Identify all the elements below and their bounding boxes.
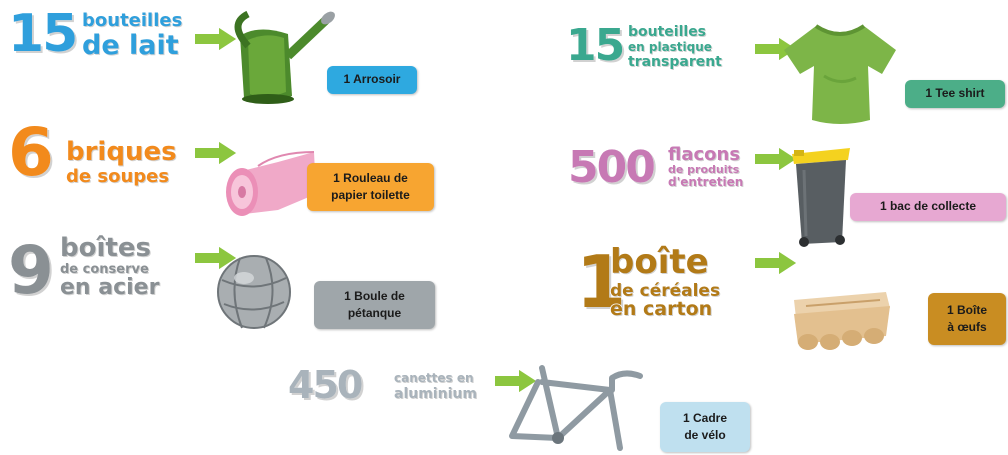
- item-5-result-tag: 1 Tee shirt: [905, 80, 1005, 108]
- petanque-ball-icon: [216, 254, 296, 334]
- item-3-result-tag: 1 Boule de pétanque: [314, 281, 435, 329]
- tee-shirt-icon: [780, 16, 900, 126]
- item-4-line2: aluminium: [394, 386, 477, 402]
- item-7-number: 1: [576, 240, 625, 324]
- item-4-number: 450: [288, 363, 362, 407]
- watering-can-icon: [218, 6, 338, 106]
- item-1-result-tag: 1 Arrosoir: [327, 66, 417, 94]
- item-7-result-tag: 1 Boîte à œufs: [928, 293, 1006, 345]
- toilet-paper-roll-icon: [218, 132, 318, 222]
- item-1-line1: bouteilles: [82, 10, 183, 31]
- arrow-icon: [752, 248, 800, 278]
- item-7-line2: de céréales: [610, 281, 721, 301]
- item-1-line2: de lait: [82, 30, 179, 61]
- item-3-line3: en acier: [60, 275, 160, 300]
- item-1-number: 15: [8, 4, 77, 64]
- item-6-line3: d'entretien: [668, 175, 744, 189]
- egg-box-icon: [786, 284, 896, 354]
- item-4-line1: canettes en: [394, 371, 474, 385]
- item-5-line3: transparent: [628, 54, 722, 70]
- item-5-number: 15: [566, 20, 624, 71]
- item-7-line1: boîte: [610, 242, 709, 282]
- item-3-number: 9: [8, 232, 52, 309]
- bicycle-frame-icon: [500, 356, 660, 452]
- item-5-line1: bouteilles: [628, 24, 707, 40]
- item-2-line2: de soupes: [66, 166, 170, 187]
- item-6-result-tag: 1 bac de collecte: [850, 193, 1006, 221]
- item-6-line1: flacons: [668, 144, 741, 165]
- item-2-result-tag: 1 Rouleau de papier toilette: [307, 163, 434, 211]
- item-7-line3: en carton: [610, 298, 713, 320]
- collection-bin-icon: [786, 138, 856, 248]
- item-2-number: 6: [8, 114, 52, 191]
- item-6-line2: de produits: [668, 163, 740, 176]
- item-3-line1: boîtes: [60, 233, 151, 263]
- item-2-line1: briques: [66, 137, 177, 167]
- item-6-number: 500: [568, 142, 654, 193]
- item-4-result-tag: 1 Cadre de vélo: [660, 402, 750, 452]
- item-3-line2: de conserve: [60, 262, 149, 277]
- item-5-line2: en plastique: [628, 40, 712, 54]
